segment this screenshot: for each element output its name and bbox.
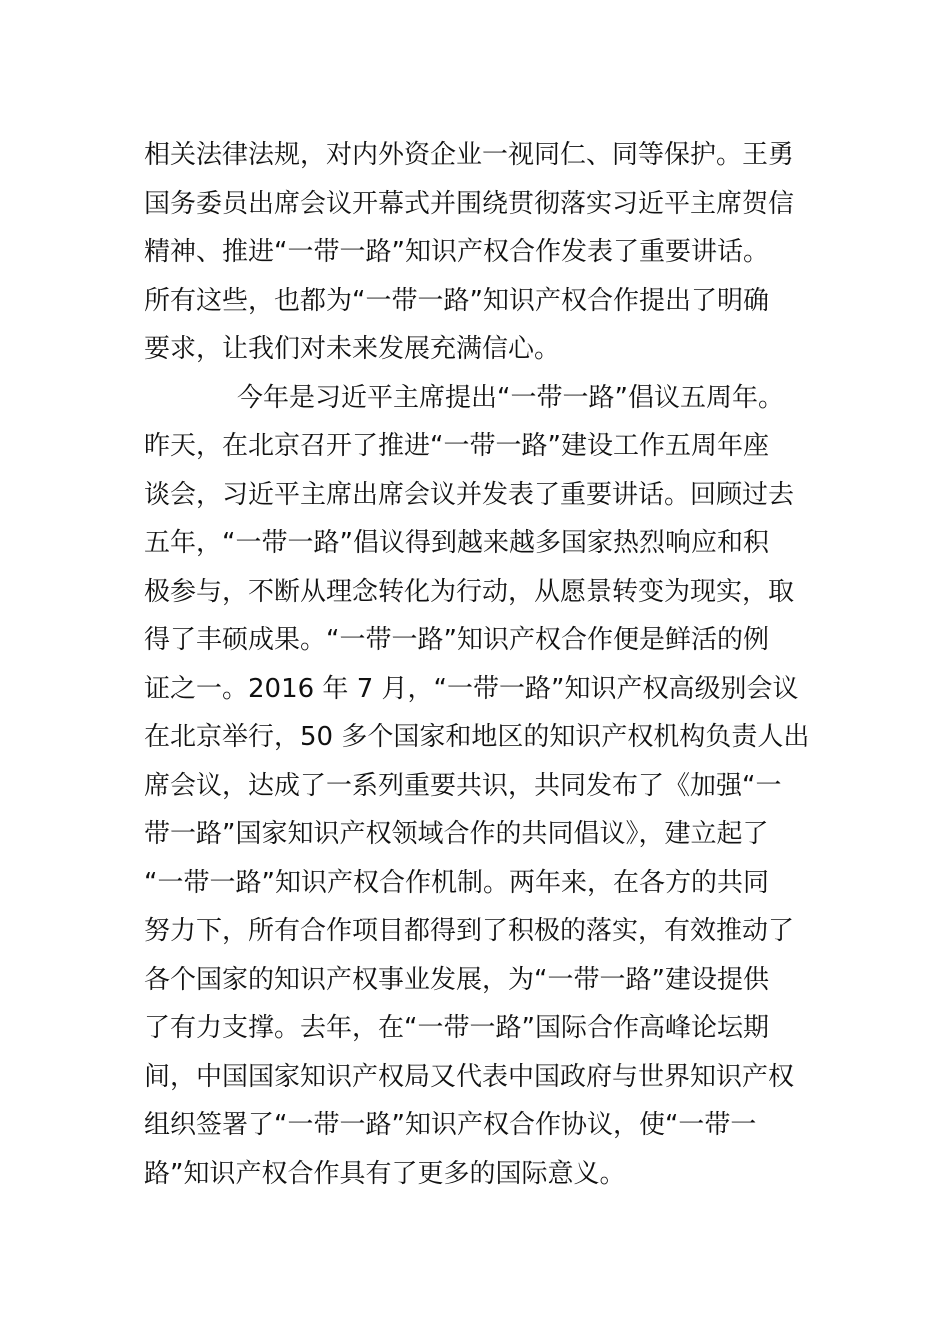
paragraph-2-line: 带一路”国家知识产权领域合作的共同倡议》，建立起了 [144,819,769,849]
paragraph-2-first-line: 今年是习近平主席提出“一带一路”倡议五周年。 [237,382,784,413]
paragraph-2-line: 极参与，不断从理念转化为行动，从愿景转变为现实，取 [144,576,795,607]
paragraph-1-line: 所有这些，也都为“一带一路”知识产权合作提出了明确 [144,285,769,316]
paragraph-1-line: 精神、推进“一带一路”知识产权合作发表了重要讲话。 [144,237,769,267]
paragraph-2-line: 路”知识产权合作具有了更多的国际意义。 [144,1158,626,1189]
paragraph-2-line: 间，中国国家知识产权局又代表中国政府与世界知识产权 [144,1061,795,1092]
paragraph-1-line: 要求，让我们对未来发展充满信心。 [144,334,561,364]
paragraph-2-line: “一带一路”知识产权合作机制。两年来，在各方的共同 [144,867,769,898]
paragraph-1-line: 国务委员出席会议开幕式并围绕贯彻落实习近平主席贺信 [144,188,795,219]
paragraph-2-line: 席会议，达成了一系列重要共识，共同发布了《加强“一 [144,770,782,801]
paragraph-2-line: 在北京举行，50 多个国家和地区的知识产权机构负责人出 [144,722,810,752]
paragraph-2-line: 各个国家的知识产权事业发展，为“一带一路”建设提供 [144,964,769,995]
paragraph-2-line: 组织签署了“一带一路”知识产权合作协议，使“一带一 [144,1110,757,1140]
paragraph-2-line: 得了丰硕成果。“一带一路”知识产权合作便是鲜活的例 [144,625,769,655]
document-body [144,131,808,1198]
paragraph-2-line: 了有力支撑。去年，在“一带一路”国际合作高峰论坛期 [144,1013,769,1043]
paragraph-2-line: 证之一。2016 年 7 月，“一带一路”知识产权高级别会议 [144,673,799,704]
paragraph-2 [144,374,808,1199]
paragraph-2-line: 谈会，习近平主席出席会议并发表了重要讲话。回顾过去 [144,479,795,510]
paragraph-1 [144,131,808,374]
paragraph-2-line: 昨天，在北京召开了推进“一带一路”建设工作五周年座 [144,431,769,461]
paragraph-2-line: 五年，“一带一路”倡议得到越来越多国家热烈响应和积 [144,528,769,558]
paragraph-1-line: 相关法律法规，对内外资企业一视同仁、同等保护。王勇 [144,140,795,170]
paragraph-2-line: 努力下，所有合作项目都得到了积极的落实，有效推动了 [144,916,795,946]
